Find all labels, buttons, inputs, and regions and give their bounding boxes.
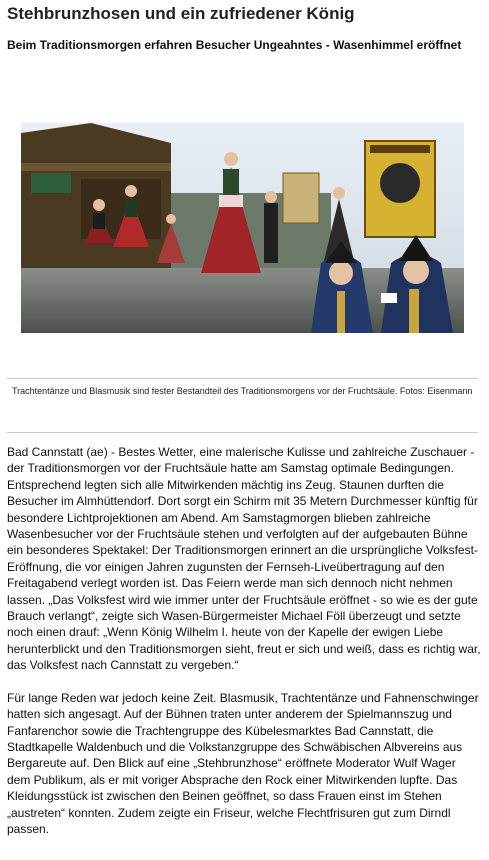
article-subheadline: Beim Traditionsmorgen erfahren Besucher Ungeahntes - Wasenhimmel eröffnet — [7, 38, 462, 52]
photo-frame — [7, 77, 478, 378]
article-body — [7, 444, 481, 853]
article-paragraph: Bad Cannstatt (ae) - Bestes Wetter, eine malerische Kulisse und zahlreiche Zuschauer - der Traditionsmorgen vor der Fruchtsäule hatte am Samstag optimale Bedingungen. Entsprechend legten sich alle Mitwirkenden mächtig ins Zeug. Staunen durften die Besucher im Almhüttendorf. Dort sorgt ein Schirm mit 35 Metern Durchmesser künftig für besondere Lichtprojektionen am Abend. Am Samstagmorgen blieben zahlreiche Wasenbesucher vor der Fruchtsäule stehen und verfolgten auf der aufgebauten Bühne ein besonderes Spektakel: Der Traditionsmorgen erinnert an die ursprüngliche Volksfest-Eröffnung, die vor einigen Jahren zugunsten der Fernseh-Liveübertragung auf den Freitagabend verlegt worden ist. Das Feiern werde man sich dennoch nicht nehmen lassen. „Das Volksfest wird wie immer unter der Fruchtsäule eröffnet - so wie es der gute Brauch verlangt“, zeigte sich Wasen-Bürgermeister Michael Föll überzeugt und setzte noch einen drauf: „Wenn König Wilhelm I. heute von der Kapelle der ewigen Liebe herunterblickt und den Traditionsmorgen sieht, freut er sich und weiß, dass es richtig war, das Volksfest nach Cannstatt zu vergeben.“ — [7, 445, 481, 673]
caption-divider-bottom — [7, 432, 478, 433]
photo-illustration — [21, 123, 464, 333]
caption-divider-top — [7, 378, 478, 379]
article-photo[interactable] — [21, 123, 464, 333]
photo-caption: Trachtentänze und Blasmusik sind fester Bestandteil des Traditionsmorgens vor der Fruchtsäule. Fotos: Eisenmann — [12, 386, 473, 396]
article-headline: Stehbrunzhosen und ein zufriedener König — [7, 4, 355, 23]
article-paragraph: Für lange Reden war jedoch keine Zeit. Blasmusik, Trachtentänze und Fahnenschwinger hatten sich angesagt. Auf der Bühnen traten unter anderem der Spielmannszug und Fanfarenchor sowie die Trachtengruppe des Kübelesmarktes Bad Cannstatt, die Stadtkapelle Waldenbuch und die Volkstanzgruppe des Schwäbischen Albvereins aus Bergareute auf. Den Blick auf eine „Stehbrunzhose“ eröffnete Moderator Wulf Wager dem Publikum, als er mit voriger Absprache den Rock einer Mitwirkenden lupfte. Das Kleidungsstück ist zwischen den Beinen geöffnet, so dass Frauen einst im Stehen „austreten“ konnten. Zudem zeigte ein Friseur, welche Flechtfrisuren gut zum Dirndl passen. — [7, 690, 479, 836]
